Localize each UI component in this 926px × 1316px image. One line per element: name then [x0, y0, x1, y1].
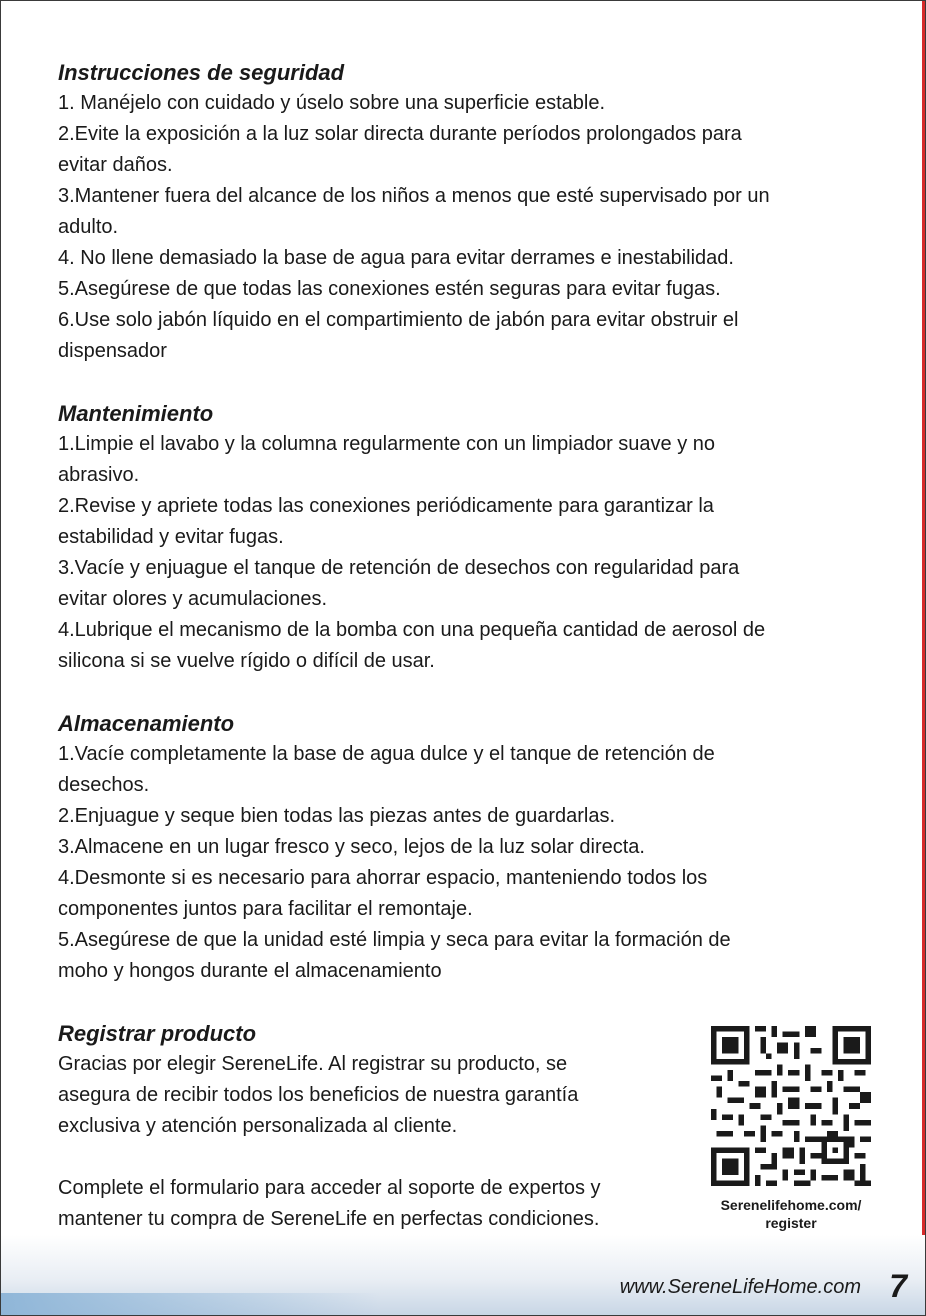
safety-heading: Instrucciones de seguridad	[58, 60, 345, 85]
storage-line: 3.Almacene en un lugar fresco y seco, lejos de la luz solar directa.	[58, 836, 645, 858]
safety-line: adulto.	[58, 216, 119, 238]
page-content	[58, 57, 868, 1266]
safety-line: 4. No llene demasiado la base de agua para evitar derrames e inestabilidad.	[58, 247, 734, 269]
page-number: 7	[889, 1268, 907, 1304]
storage-section	[58, 708, 868, 987]
maintenance-line: 4.Lubrique el mecanismo de la bomba con una pequeña cantidad de aerosol de	[58, 619, 766, 641]
storage-line: desechos.	[58, 774, 150, 796]
safety-line: 3.Mantener fuera del alcance de los niños a menos que esté supervisado por un	[58, 185, 770, 207]
register-line: asegura de recibir todos los beneficios de nuestra garantía	[58, 1084, 579, 1106]
storage-line: componentes juntos para facilitar el remontaje.	[58, 898, 473, 920]
qr-caption[interactable]	[706, 1196, 876, 1232]
qr-caption-line: register	[765, 1215, 817, 1231]
safety-line: evitar daños.	[58, 154, 173, 176]
safety-line: 1. Manéjelo con cuidado y úselo sobre una superficie estable.	[58, 92, 606, 114]
register-line: Gracias por elegir SereneLife. Al registrar su producto, se	[58, 1053, 568, 1075]
qr-code-block[interactable]	[706, 1026, 876, 1232]
page-edge-accent	[922, 1, 925, 1315]
storage-heading: Almacenamiento	[58, 711, 235, 736]
register-line: exclusiva y atención personalizada al cliente.	[58, 1115, 458, 1137]
maintenance-line: silicona si se vuelve rígido o difícil de usar.	[58, 650, 435, 672]
maintenance-heading: Mantenimiento	[58, 401, 214, 426]
register-line: Complete el formulario para acceder al soporte de expertos y	[58, 1177, 601, 1199]
safety-line: 5.Asegúrese de que todas las conexiones estén seguras para evitar fugas.	[58, 278, 721, 300]
maintenance-line: 3.Vacíe y enjuague el tanque de retención de desechos con regularidad para	[58, 557, 740, 579]
storage-line: 5.Asegúrese de que la unidad esté limpia y seca para evitar la formación de	[58, 929, 731, 951]
maintenance-line: 1.Limpie el lavabo y la columna regularmente con un limpiador suave y no	[58, 433, 716, 455]
paragraph-gap	[58, 1142, 688, 1173]
footer-band	[1, 1235, 925, 1315]
register-line: mantener tu compra de SereneLife en perfectas condiciones.	[58, 1208, 600, 1230]
safety-section	[58, 57, 868, 367]
maintenance-section	[58, 398, 868, 677]
storage-line: 2.Enjuague y seque bien todas las piezas antes de guardarlas.	[58, 805, 616, 827]
safety-line: 6.Use solo jabón líquido en el compartimiento de jabón para evitar obstruir el	[58, 309, 739, 331]
maintenance-line: abrasivo.	[58, 464, 140, 486]
storage-line: moho y hongos durante el almacenamiento	[58, 960, 442, 982]
maintenance-line: 2.Revise y apriete todas las conexiones periódicamente para garantizar la	[58, 495, 714, 517]
footer-website[interactable]: www.SereneLifeHome.com	[619, 1276, 861, 1298]
maintenance-line: evitar olores y acumulaciones.	[58, 588, 328, 610]
qr-code-icon[interactable]	[711, 1026, 871, 1186]
maintenance-line: estabilidad y evitar fugas.	[58, 526, 284, 548]
register-text	[58, 1049, 688, 1235]
storage-line: 1.Vacíe completamente la base de agua dulce y el tanque de retención de	[58, 743, 715, 765]
storage-line: 4.Desmonte si es necesario para ahorrar espacio, manteniendo todos los	[58, 867, 708, 889]
safety-line: dispensador	[58, 340, 167, 362]
qr-caption-line: Serenelifehome.com/	[720, 1197, 862, 1213]
register-heading: Registrar producto	[58, 1021, 257, 1046]
register-section	[58, 1018, 868, 1235]
safety-line: 2.Evite la exposición a la luz solar directa durante períodos prolongados para	[58, 123, 742, 145]
